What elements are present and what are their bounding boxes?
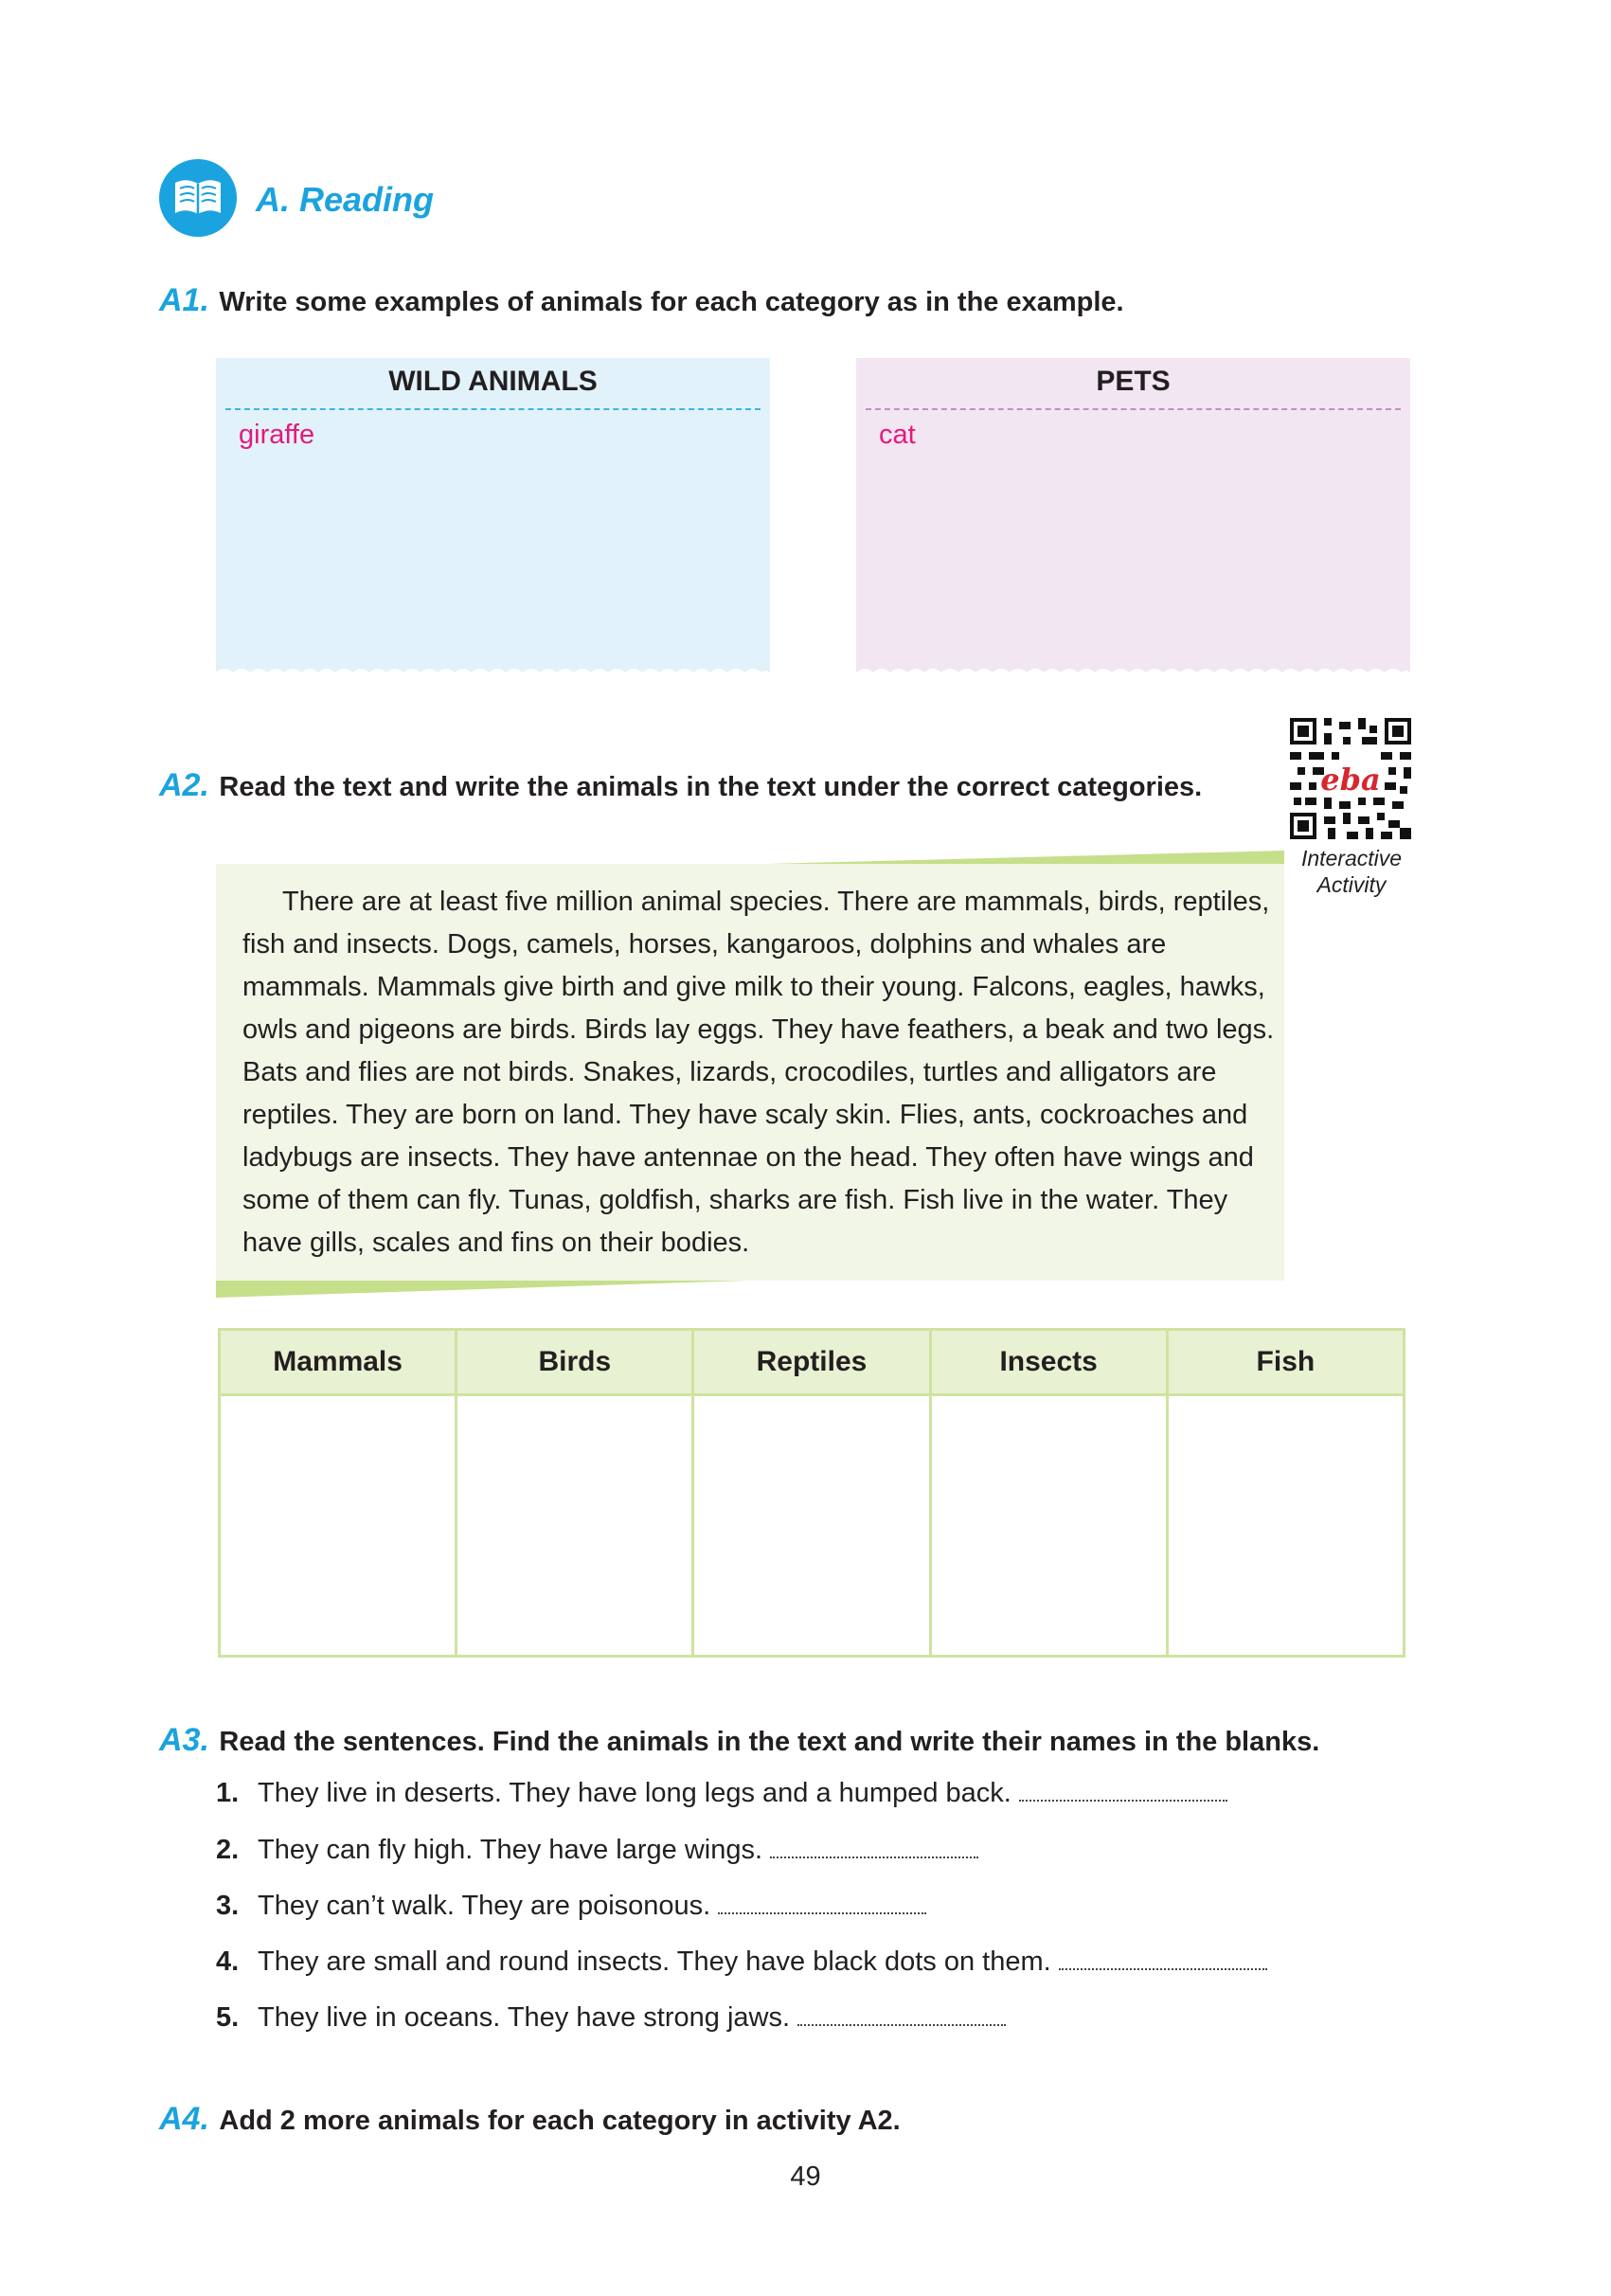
wild-animals-box[interactable] — [216, 358, 770, 673]
qr-logo: eba — [1320, 762, 1381, 798]
item-number: 3. — [216, 1891, 240, 1921]
pets-example: cat — [879, 420, 916, 450]
answer-cell-mammals[interactable] — [220, 1395, 456, 1657]
item-text: They are small and round insects. They have black dots on them. — [258, 1946, 1051, 1977]
qr-label — [1280, 845, 1423, 898]
item-number: 5. — [216, 2002, 240, 2033]
a3-item-2 — [216, 1835, 978, 1866]
answer-blank-3[interactable] — [718, 1892, 926, 1914]
a2-number: A2. — [159, 767, 209, 803]
col-header-insects: Insects — [930, 1330, 1167, 1395]
a4-instruction: Add 2 more animals for each category in activity A2. — [219, 2106, 901, 2136]
wild-animals-example: giraffe — [239, 420, 315, 450]
a3-item-3 — [216, 1891, 926, 1922]
answer-cell-insects[interactable] — [930, 1395, 1167, 1657]
item-text: They can’t walk. They are poisonous. — [258, 1891, 711, 1921]
item-text: They live in deserts. They have long legs and a humped back. — [258, 1778, 1011, 1808]
item-text: They can fly high. They have large wings. — [258, 1835, 763, 1865]
a1-instruction: Write some examples of animals for each category as in the example. — [219, 287, 1124, 317]
answer-blank-4[interactable] — [1059, 1947, 1267, 1970]
col-header-reptiles: Reptiles — [693, 1330, 930, 1395]
pets-box[interactable] — [856, 358, 1410, 673]
answer-cell-birds[interactable] — [456, 1395, 693, 1657]
item-number: 1. — [216, 1778, 240, 1808]
a3-item-4 — [216, 1946, 1267, 1978]
text-box-top-stripe — [767, 851, 1284, 864]
a3-heading — [159, 1722, 1319, 1759]
reading-text-box — [216, 864, 1284, 1281]
item-text: They live in oceans. They have strong jaws. — [258, 2002, 791, 2033]
col-header-birds: Birds — [456, 1330, 693, 1395]
answer-cell-reptiles[interactable] — [693, 1395, 930, 1657]
answer-blank-2[interactable] — [770, 1836, 978, 1858]
item-number: 4. — [216, 1946, 240, 1977]
qr-label-line2: Activity — [1316, 872, 1387, 897]
a3-number: A3. — [159, 1722, 209, 1758]
a3-item-5 — [216, 2002, 1006, 2034]
page-number: 49 — [790, 2161, 821, 2192]
a3-instruction: Read the sentences. Find the animals in the text and write their names in the blanks. — [219, 1727, 1320, 1757]
section-book-icon — [159, 159, 237, 237]
scallop-edge — [856, 667, 1410, 678]
col-header-fish: Fish — [1167, 1330, 1404, 1395]
a2-instruction: Read the text and write the animals in the text under the correct categories. — [219, 772, 1203, 802]
qr-label-line1: Interactive — [1300, 846, 1403, 870]
answer-blank-5[interactable] — [797, 2003, 1006, 2026]
a4-number: A4. — [159, 2101, 209, 2137]
pets-header: PETS — [1096, 366, 1171, 397]
answer-cell-fish[interactable] — [1167, 1395, 1404, 1657]
divider — [225, 408, 761, 410]
divider — [866, 408, 1401, 410]
text-box-bottom-stripe — [216, 1281, 746, 1298]
categories-table — [218, 1328, 1405, 1658]
qr-code-icon[interactable] — [1290, 718, 1411, 839]
col-header-mammals: Mammals — [220, 1330, 456, 1395]
item-number: 2. — [216, 1835, 240, 1865]
a4-heading — [159, 2101, 901, 2138]
wild-animals-header: WILD ANIMALS — [388, 366, 598, 397]
reading-text: There are at least five million animal species. There are mammals, birds, reptiles, fish and insects. Dogs, camels, horses, kangaroos, dolphins and whales are mammals. Mammals give birth and give milk to their young. Falcons, eagles, hawks, owls and pigeons are birds. Birds lay eggs. They have feathers, a beak and two legs. Bats and flies are not birds. Snakes, lizards, crocodiles, turtles and alligators are reptiles. They are born on land. They have scaly skin. Flies, ants, cockroaches and ladybugs are insects. They have antennae on the head. They often have wings and some of them can fly. Tunas, goldfish, sharks are fish. Fish live in the water. They have gills, scales and fins on their bodies. — [242, 887, 1275, 1258]
a1-heading — [159, 282, 1124, 319]
a1-number: A1. — [159, 282, 209, 318]
answer-blank-1[interactable] — [1019, 1779, 1227, 1802]
a2-heading — [159, 767, 1202, 804]
a3-item-1 — [216, 1778, 1227, 1809]
scallop-edge — [216, 667, 770, 678]
section-title: A. Reading — [256, 180, 435, 219]
